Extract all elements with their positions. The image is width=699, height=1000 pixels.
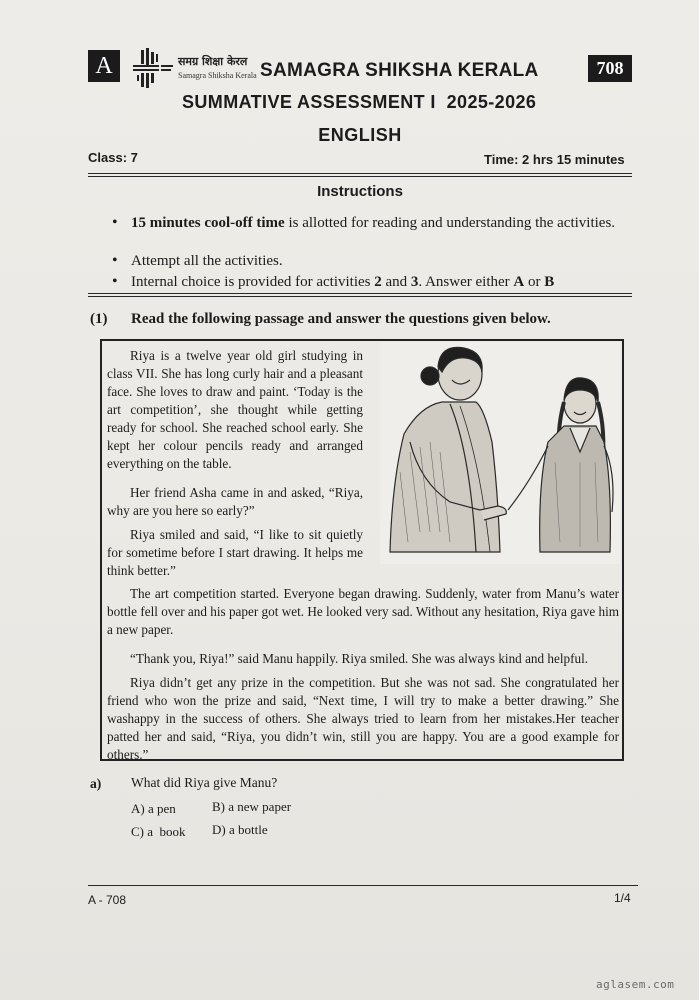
passage-paragraph: Riya smiled and said, “I like to sit quietly for sometime before I start drawing. It helps me think better.” xyxy=(107,527,363,578)
passage-paragraph: Riya didn’t get any prize in the competition. But she was not sad. She congratulated her friend who won the prize and said, “Next time, I will try to make a better drawing.” She washappy in the success of others. She always tried to learn from her mistakes.Her teacher patted her and said, “Riya, you didn’t win, still you are happy. You are a good example for others.” xyxy=(107,675,619,762)
watermark: aglasem.com xyxy=(596,978,675,991)
instruction-bold-text: 15 minutes cool-off time xyxy=(131,215,285,231)
sub-question-label: a) xyxy=(90,776,102,791)
instruction-text: Internal choice is provided for activities xyxy=(131,274,375,290)
instruction-text: and xyxy=(381,274,411,290)
logo-hindi-text: समग्र शिक्षा केरल xyxy=(178,55,248,68)
instruction-bold-text: B xyxy=(544,274,555,290)
instruction-text: is allotted for reading and understanding the activities. xyxy=(284,215,616,231)
passage-paragraph: “Thank you, Riya!” said Manu happily. Riya smiled. She was always kind and helpful. xyxy=(130,651,589,666)
instruction-bold-text: 3 xyxy=(410,274,419,290)
instruction-bold-text: A xyxy=(513,274,525,290)
time-label: Time: 2 hrs 15 minutes xyxy=(484,152,625,167)
class-label: Class: 7 xyxy=(88,150,138,165)
samagra-shiksha-logo-icon xyxy=(131,48,175,88)
footer-divider xyxy=(88,885,638,886)
teacher-and-girl-illustration xyxy=(380,342,620,564)
subject-title: ENGLISH xyxy=(318,125,402,145)
footer-paper-code: A - 708 xyxy=(88,893,127,907)
passage-paragraph: Her friend Asha came in and asked, “Riya, why are you here so early?” xyxy=(107,485,363,518)
instruction-item xyxy=(112,214,632,250)
set-badge: A xyxy=(88,50,120,82)
header-divider-bottom xyxy=(88,176,632,177)
exam-title: SUMMATIVE ASSESSMENT I 2025-2026 xyxy=(182,92,537,112)
option-d: D) a bottle xyxy=(212,822,268,837)
passage-paragraph: Riya is a twelve year old girl studying in class VII. She has long curly hair and a pleasant face. She loves to draw and paint. ‘Today is the art competition’, she thought while getting ready for school. She reached school early. She kept her colour pencils ready and arranged everything on the table. xyxy=(107,348,363,471)
paper-code-badge: 708 xyxy=(588,55,632,82)
organisation-title: SAMAGRA SHIKSHA KERALA xyxy=(260,60,539,81)
question-heading: Read the following passage and answer the questions given below. xyxy=(131,311,551,327)
bullet-icon: • xyxy=(112,252,118,269)
instruction-text: or xyxy=(524,274,545,290)
instructions-divider-bottom xyxy=(88,296,632,297)
page-number: 1/4 xyxy=(614,891,631,905)
instruction-item xyxy=(112,273,632,291)
instructions-divider-top xyxy=(88,293,632,294)
option-b: B) a new paper xyxy=(212,799,292,814)
header-divider-top xyxy=(88,173,632,174)
passage-paragraph: The art competition started. Everyone began drawing. Suddenly, water from Manu’s water bottle fell over and his paper got wet. He looked very sad. Without any hesitation, Riya gave him a new paper. xyxy=(107,586,619,637)
sub-question-text: What did Riya give Manu? xyxy=(131,775,278,790)
option-c: C) a book xyxy=(131,824,186,839)
bullet-icon: • xyxy=(112,214,118,231)
instructions-heading: Instructions xyxy=(317,183,403,200)
option-a: A) a pen xyxy=(131,801,176,816)
question-number: (1) xyxy=(90,311,108,327)
instruction-bold-text: 2 xyxy=(374,274,382,290)
instruction-text: . Answer either xyxy=(418,274,514,290)
instruction-text: Attempt all the activities. xyxy=(131,253,283,269)
instruction-item xyxy=(112,252,632,270)
bullet-icon: • xyxy=(112,273,118,290)
logo-english-text: Samagra Shiksha Kerala xyxy=(178,71,257,80)
